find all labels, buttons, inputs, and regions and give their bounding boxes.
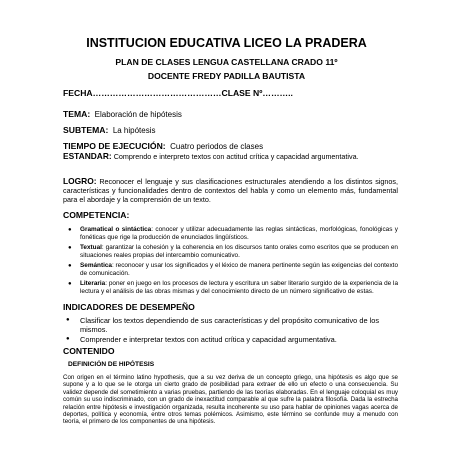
definicion-subheading: DEFINICIÓN DE HIPÓTESIS [68,361,155,368]
tiempo-label: TIEMPO DE EJECUCIÓN: [63,141,166,151]
tiempo-value: Cuatro periodos de clases [170,142,264,151]
contenido-body: Con origen en el término latino hypothesis, que a su vez deriva de un concepto griego, una hipótesis es algo que se supone y a lo que se le otorga un cierto grado de posibilidad para extraer de ello un efecto o una consecuencia. Su validez depende del sometimiento a varias pruebas, partiendo de las teorías elaboradas. En el lenguaje coloquial es muy común su uso indiscriminado, con un grado de inexactitud comparable al que sufre la palabra filosofía. Dada la estrecha relación entre hipótesis e investigación organizada, resulta incoherente su uso para hablar de opiniones vagas acerca de deportes, política y economía, entre otros temas polémicos. Asimismo, este término se confunde muy a menudo con teoría, el primero de los componentes de una hipótesis. [63,374,398,426]
list-item: ● Clasificar los textos dependiendo de sus características y del propósito comunicativo de los mismos. [80,316,398,334]
fecha-line: FECHA………………………………………CLASE Nº……….. [63,88,293,98]
subtema-label: SUBTEMA: [63,125,109,135]
list-item: ● Comprender e interpretar textos con actitud crítica y capacidad argumentativa. [80,335,398,344]
list-item: ● Textual: garantizar la cohesión y la coherencia en los discursos tanto orales como escritos que se producen en situaciones reales propias del intercambio comunicativo. [80,244,398,260]
tema-label: TEMA: [63,109,91,119]
logro-paragraph [63,177,398,204]
competencia-list [80,226,398,298]
list-item: ● Literaria: poner en juego en los procesos de lectura y escritura un saber literario surgido de la experiencia de la lectura y el análisis de las obras mismas y del conocimiento directo de un número significativo de estas. [80,280,398,296]
logro-label: LOGRO: [63,176,97,186]
tema-value: Elaboración de hipótesis [94,110,182,119]
subtema-value: La hipótesis [112,126,156,135]
institution-title: INSTITUCION EDUCATIVA LICEO LA PRADERA [86,36,367,50]
list-item: ● Gramatical o sintáctica: conocer y utilizar adecuadamente las reglas sintácticas, morfológicas, fonológicas y fonéticas que rige la producción de enunciados lingüísticos. [80,226,398,242]
plan-title: PLAN DE CLASES LENGUA CASTELLANA CRADO 11º [115,57,338,67]
indicadores-heading: INDICADORES DE DESEMPEÑO [63,302,195,312]
estandar-label: ESTANDAR: [63,151,112,161]
teacher-title: DOCENTE FREDY PADILLA BAUTISTA [147,71,306,81]
estandar-paragraph [63,152,398,161]
indicadores-list [80,316,398,345]
estandar-value: Comprendo e interpreto textos con actitud crítica y capacidad argumentativa. [113,152,359,161]
competencia-heading: COMPETENCIA: [63,210,130,220]
logro-value: Reconocer el lenguaje y sus clasificaciones estructurales atendiendo a los distintos signos, características y funcionalidades dentro de contextos del habla y como un elemento más, fundamental para el abordaje y la comprensión de un texto. [63,177,398,204]
list-item: ● Semántica: reconocer y usar los significados y el léxico de manera pertinente según las exigencias del contexto de comunicación. [80,262,398,278]
contenido-heading: CONTENIDO [63,346,115,356]
